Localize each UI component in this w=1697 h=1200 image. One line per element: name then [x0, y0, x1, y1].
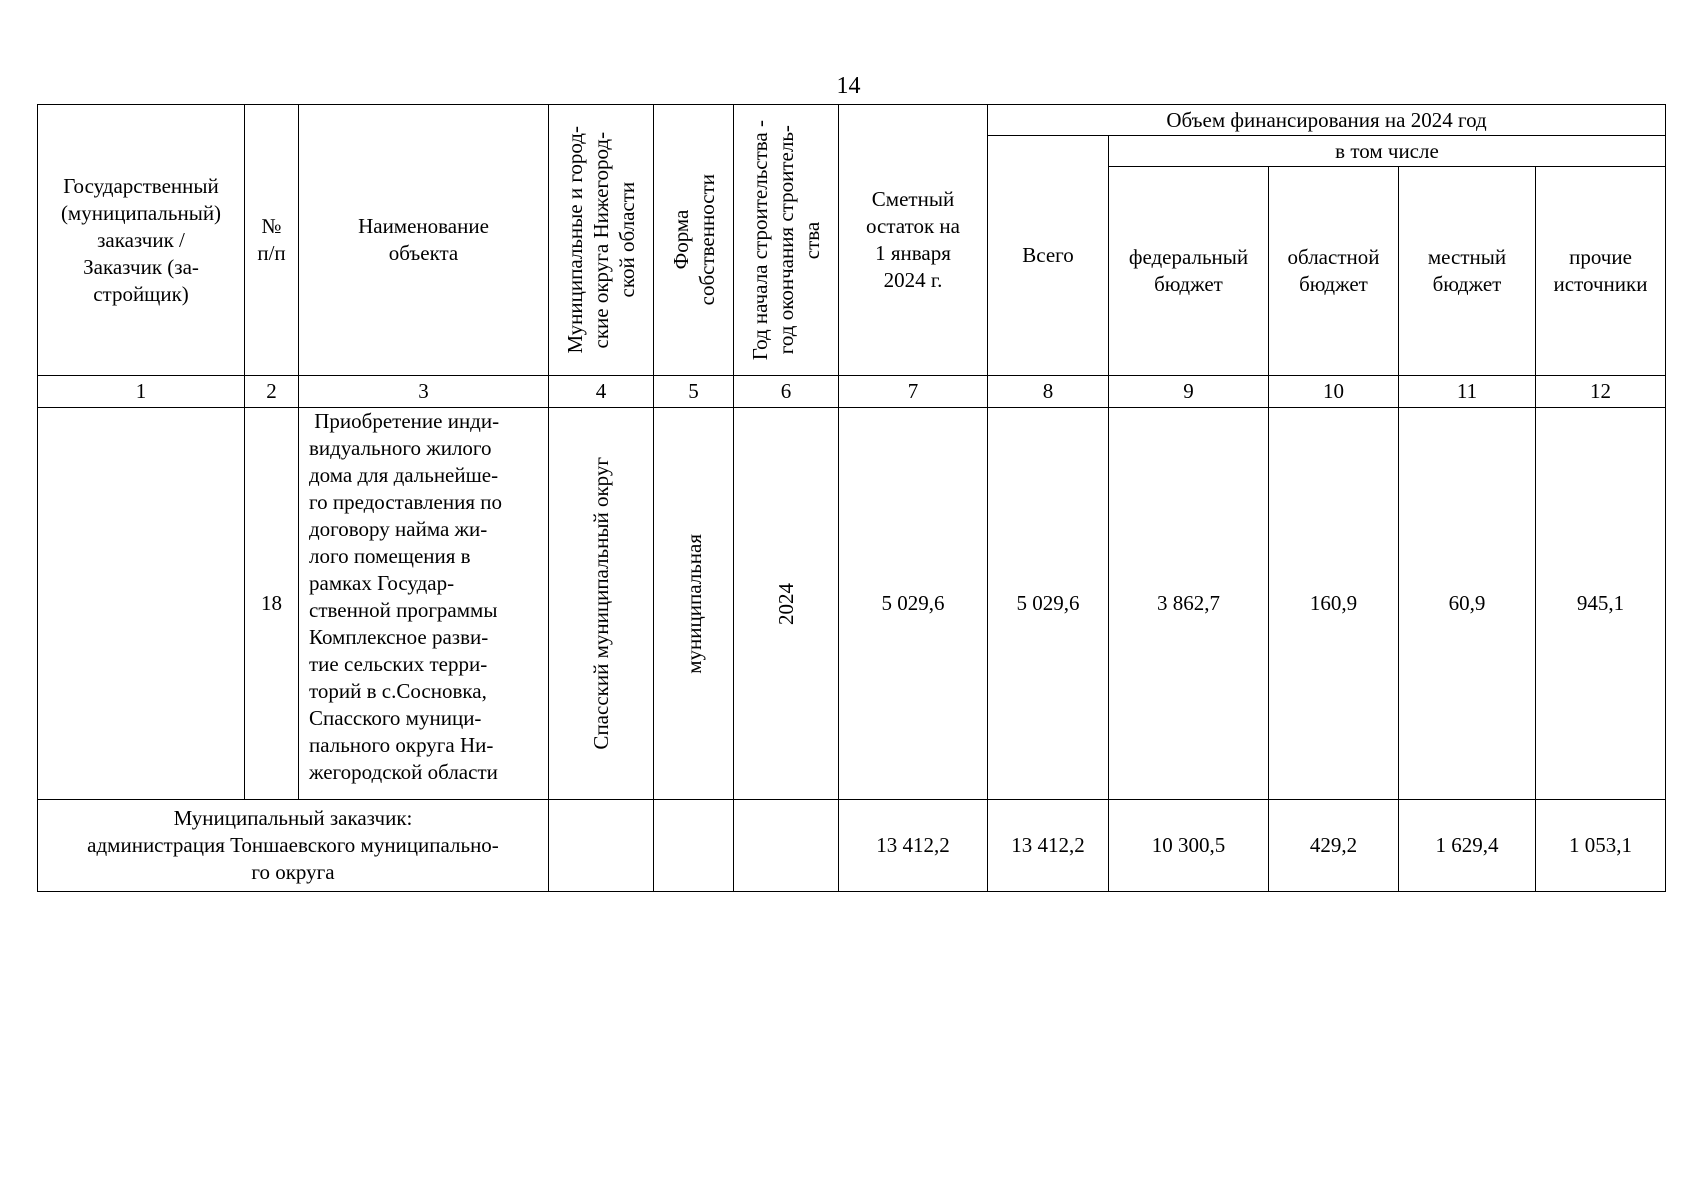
header-including: в том числе [1109, 136, 1666, 167]
header-municipal-districts-text: Муниципальные и город- ские округа Нижегород- ской области [563, 126, 639, 354]
summary-row [38, 800, 1666, 892]
financing-table [37, 104, 1666, 892]
header-ownership-form [654, 105, 734, 376]
summary-empty-cell [654, 800, 734, 892]
header-other-sources: прочие источники [1536, 167, 1666, 376]
row-local: 60,9 [1399, 408, 1536, 800]
column-number-row [38, 376, 1666, 408]
column-number: 10 [1269, 376, 1399, 408]
column-number: 11 [1399, 376, 1536, 408]
row-object-name [299, 408, 549, 800]
row-ownership-form-text: муниципальная [681, 533, 706, 674]
column-number: 6 [734, 376, 839, 408]
column-number: 7 [839, 376, 988, 408]
summary-label: Муниципальный заказчик: администрация Тоншаевского муниципально- го округа [38, 800, 549, 892]
column-number: 12 [1536, 376, 1666, 408]
summary-other: 1 053,1 [1536, 800, 1666, 892]
header-financing-volume: Объем финансирования на 2024 год [988, 105, 1666, 136]
summary-empty-cell [734, 800, 839, 892]
row-customer [38, 408, 245, 800]
table-row [38, 408, 1666, 800]
row-object-name-text: Приобретение инди- видуального жилого дома для дальнейше- го предоставления по договору найма жи- лого помещения в рамках Государ- ственной программы Комплексное разви- тие сельских терри- торий в с.Сосновка, Спасского муници- пального округа Ни- жегородской области [309, 409, 502, 784]
summary-total: 13 412,2 [988, 800, 1109, 892]
header-object-name: Наименование объекта [299, 105, 549, 376]
row-num: 18 [245, 408, 299, 800]
header-num: № п/п [245, 105, 299, 376]
column-number: 5 [654, 376, 734, 408]
row-municipal-district-text: Спасский муниципальный округ [589, 457, 613, 750]
summary-empty-cell [549, 800, 654, 892]
row-estimated-balance: 5 029,6 [839, 408, 988, 800]
column-number: 8 [988, 376, 1109, 408]
header-ownership-form-text: Форма собственности [668, 174, 719, 306]
row-year-text: 2024 [774, 582, 798, 625]
header-regional-budget: областной бюджет [1269, 167, 1399, 376]
column-number: 1 [38, 376, 245, 408]
row-ownership-form [654, 408, 734, 800]
header-municipal-districts [549, 105, 654, 376]
summary-regional: 429,2 [1269, 800, 1399, 892]
row-municipal-district [549, 408, 654, 800]
header-construction-years [734, 105, 839, 376]
header-row [38, 105, 1666, 136]
column-number: 3 [299, 376, 549, 408]
column-number: 2 [245, 376, 299, 408]
row-year [734, 408, 839, 800]
summary-federal: 10 300,5 [1109, 800, 1269, 892]
column-number: 9 [1109, 376, 1269, 408]
header-estimated-balance: Сметный остаток на 1 января 2024 г. [839, 105, 988, 376]
row-federal: 3 862,7 [1109, 408, 1269, 800]
row-regional: 160,9 [1269, 408, 1399, 800]
column-number: 4 [549, 376, 654, 408]
page-number: 14 [836, 73, 861, 99]
header-federal-budget: федеральный бюджет [1109, 167, 1269, 376]
header-local-budget: местный бюджет [1399, 167, 1536, 376]
header-customer: Государственный (муниципальный) заказчик / Заказчик (за- стройщик) [38, 105, 245, 376]
header-construction-years-text: Год начала строительства - год окончания строитель- ства [748, 119, 824, 361]
row-other: 945,1 [1536, 408, 1666, 800]
row-total: 5 029,6 [988, 408, 1109, 800]
header-total: Всего [988, 136, 1109, 376]
summary-local: 1 629,4 [1399, 800, 1536, 892]
summary-estimated-balance: 13 412,2 [839, 800, 988, 892]
